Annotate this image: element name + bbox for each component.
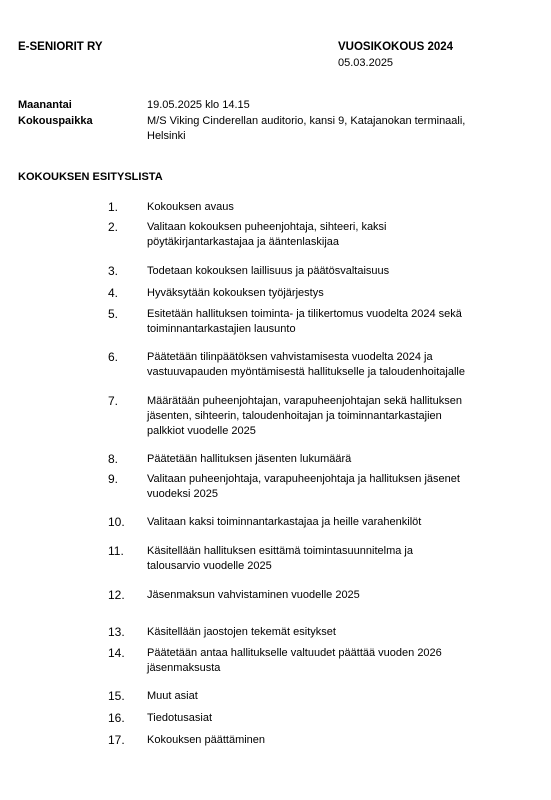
agenda-item-text: Esitetään hallituksen toiminta- ja tilikertomus vuodelta 2024 sekä toiminnantarkastajien lausunto bbox=[147, 308, 462, 335]
agenda-item-number: 14. bbox=[108, 646, 125, 660]
document-title: VUOSIKOKOUS 2024 bbox=[338, 41, 454, 53]
agenda-item-number: 6. bbox=[108, 350, 119, 364]
agenda-item-text: Käsitellään jaostojen tekemät esitykset bbox=[147, 626, 336, 638]
agenda-item-number: 1. bbox=[108, 200, 119, 214]
agenda-item-text: Valitaan puheenjohtaja, varapuheenjohtaja ja hallituksen jäsenet vuodeksi 2025 bbox=[147, 473, 460, 500]
agenda-item-number: 5. bbox=[108, 307, 119, 321]
agenda-item-number: 11. bbox=[108, 544, 124, 558]
agenda-item-number: 8. bbox=[108, 452, 119, 466]
agenda-item-text: Kokouksen päättäminen bbox=[147, 734, 266, 746]
organization-name: E-SENIORIT RY bbox=[18, 41, 103, 53]
agenda-item-text: Todetaan kokouksen laillisuus ja päätösvaltaisuus bbox=[147, 265, 390, 277]
agenda-item-text: Määrätään puheenjohtajan, varapuheenjohtajan sekä hallituksen jäsenten, sihteerin, taloudenhoitajan ja toiminnantarkastajien palkkiot vuodelle 2025 bbox=[147, 395, 462, 437]
agenda-item-text: Tiedotusasiat bbox=[147, 712, 213, 724]
agenda-item-number: 16. bbox=[108, 711, 125, 725]
agenda-item-text: Hyväksytään kokouksen työjärjestys bbox=[147, 287, 324, 299]
agenda-item-number: 10. bbox=[108, 515, 125, 529]
agenda-item-number: 13. bbox=[108, 625, 125, 639]
agenda-item-text: Päätetään hallituksen jäsenten lukumäärä bbox=[147, 453, 352, 465]
agenda-item-text: Jäsenmaksun vahvistaminen vuodelle 2025 bbox=[147, 589, 360, 601]
meeting-time: 19.05.2025 klo 14.15 bbox=[147, 99, 250, 111]
agenda-item-text: Valitaan kaksi toiminnantarkastajaa ja heille varahenkilöt bbox=[147, 516, 422, 528]
agenda-item-number: 2. bbox=[108, 220, 119, 234]
document-date: 05.03.2025 bbox=[338, 57, 394, 69]
agenda-item-text: Valitaan kokouksen puheenjohtaja, sihteeri, kaksi pöytäkirjantarkastajaa ja ääntenlaskijaa bbox=[147, 221, 387, 248]
agenda-item-text: Päätetään antaa hallitukselle valtuudet päättää vuoden 2026 jäsenmaksusta bbox=[147, 647, 442, 674]
agenda-item-number: 7. bbox=[108, 394, 119, 408]
agenda-item-number: 12. bbox=[108, 588, 125, 602]
meeting-day-label: Maanantai bbox=[18, 99, 72, 111]
agenda-item-text: Kokouksen avaus bbox=[147, 201, 234, 213]
agenda-item-text: Muut asiat bbox=[147, 690, 198, 702]
agenda-item-number: 9. bbox=[108, 472, 119, 486]
agenda-item-number: 3. bbox=[108, 264, 119, 278]
agenda-heading: KOKOUKSEN ESITYSLISTA bbox=[18, 171, 163, 183]
agenda-item-text: Päätetään tilinpäätöksen vahvistamisesta vuodelta 2024 ja vastuuvapauden myöntämisestä hallitukselle ja taloudenhoitajalle bbox=[147, 351, 465, 378]
agenda-item-number: 17. bbox=[108, 733, 125, 747]
meeting-venue: M/S Viking Cinderellan auditorio, kansi 9, Katajanokan terminaali, Helsinki bbox=[147, 115, 466, 142]
agenda-item-number: 4. bbox=[108, 286, 119, 300]
agenda-item-number: 15. bbox=[108, 689, 125, 703]
agenda-item-text: Käsitellään hallituksen esittämä toimintasuunnitelma ja talousarvio vuodelle 2025 bbox=[147, 545, 413, 572]
meeting-venue-label: Kokouspaikka bbox=[18, 115, 93, 127]
